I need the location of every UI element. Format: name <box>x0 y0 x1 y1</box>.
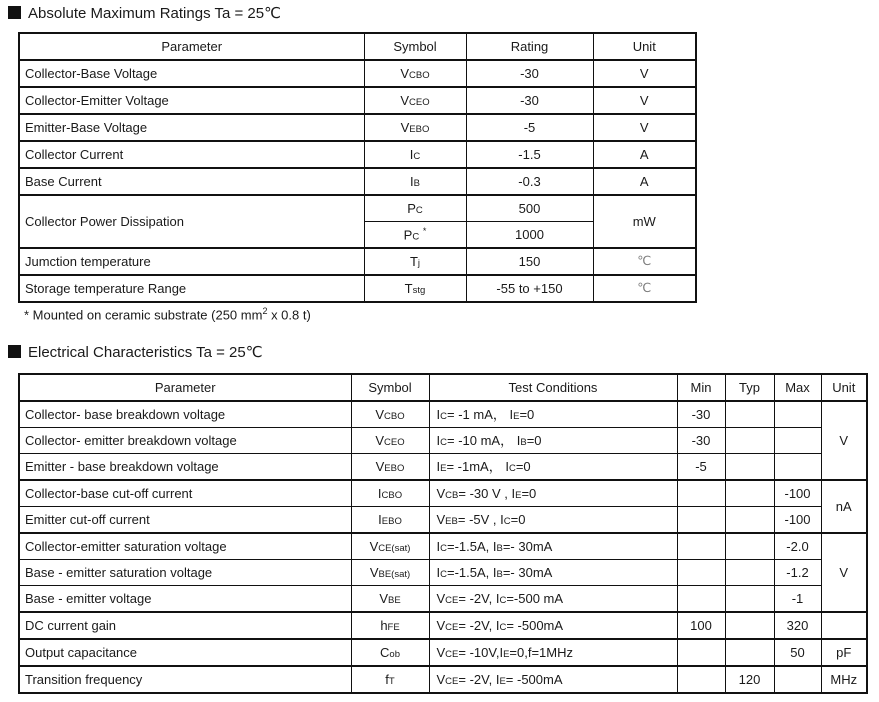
test-conditions-cell: IE= -1mA， IC=0 <box>429 454 677 481</box>
symbol-cell: IB <box>364 168 466 195</box>
table-row <box>19 639 867 666</box>
symbol-cell: VCEO <box>364 87 466 114</box>
rating-cell: -0.3 <box>466 168 593 195</box>
table-header-row <box>19 33 696 60</box>
parameter-cell: Collector-emitter saturation voltage <box>19 533 351 560</box>
parameter-cell: Base Current <box>19 168 364 195</box>
parameter-cell: Transition frequency <box>19 666 351 693</box>
parameter-cell: Collector- base breakdown voltage <box>19 401 351 428</box>
rating-cell: 1000 <box>466 222 593 249</box>
symbol-cell: PC <box>364 195 466 222</box>
table-row <box>19 533 867 560</box>
table-row <box>19 195 696 222</box>
max-cell <box>774 428 821 454</box>
min-cell <box>677 666 725 693</box>
test-conditions-cell: VCE= -2V, IC= -500mA <box>429 612 677 639</box>
typ-cell <box>725 612 774 639</box>
max-cell: -1.2 <box>774 560 821 586</box>
max-cell <box>774 401 821 428</box>
col-header-parameter: Parameter <box>19 374 351 401</box>
max-cell: -2.0 <box>774 533 821 560</box>
footnote: * Mounted on ceramic substrate (250 $mm^2$ x 0.8 t) <box>24 306 311 323</box>
min-cell: -30 <box>677 428 725 454</box>
max-cell: -1 <box>774 586 821 613</box>
symbol-cell: Tj <box>364 248 466 275</box>
parameter-cell: Base - emitter saturation voltage <box>19 560 351 586</box>
rating-cell: 500 <box>466 195 593 222</box>
symbol-cell: hFE <box>351 612 429 639</box>
section-title-electrical-characteristics <box>8 344 263 362</box>
typ-cell <box>725 401 774 428</box>
min-cell: -5 <box>677 454 725 481</box>
parameter-cell: Jumction temperature <box>19 248 364 275</box>
parameter-cell: Collector Power Dissipation <box>19 195 364 248</box>
table-row <box>19 612 867 639</box>
rating-cell: -30 <box>466 87 593 114</box>
typ-cell <box>725 480 774 507</box>
test-conditions-cell: IC=-1.5A, IB=- 30mA <box>429 560 677 586</box>
rating-cell: -1.5 <box>466 141 593 168</box>
parameter-cell: Collector- emitter breakdown voltage <box>19 428 351 454</box>
symbol-cell: VCBO <box>351 401 429 428</box>
symbol-cell: IC <box>364 141 466 168</box>
absolute-maximum-ratings-table <box>18 32 697 303</box>
section-title-absolute-maximum-ratings <box>8 5 281 23</box>
parameter-cell: DC current gain <box>19 612 351 639</box>
unit-cell: ℃ <box>593 275 696 302</box>
symbol-cell: IEBO <box>351 507 429 534</box>
test-conditions-cell: IC= -10 mA， IB=0 <box>429 428 677 454</box>
typ-cell <box>725 454 774 481</box>
parameter-cell: Collector Current <box>19 141 364 168</box>
table-row <box>19 60 696 87</box>
unit-cell: mW <box>593 195 696 248</box>
unit-cell: V <box>593 60 696 87</box>
table-row <box>19 141 696 168</box>
col-header-max: Max <box>774 374 821 401</box>
min-cell <box>677 507 725 534</box>
min-cell <box>677 560 725 586</box>
max-cell: 320 <box>774 612 821 639</box>
typ-cell <box>725 507 774 534</box>
table-row <box>19 560 867 586</box>
table-header-row <box>19 374 867 401</box>
table-row <box>19 168 696 195</box>
unit-cell: pF <box>821 639 867 666</box>
min-cell <box>677 639 725 666</box>
typ-cell <box>725 639 774 666</box>
table-row <box>19 248 696 275</box>
typ-cell <box>725 586 774 613</box>
section-title-text: Electrical Characteristics Ta = 25℃ <box>28 344 263 361</box>
col-header-unit: Unit <box>821 374 867 401</box>
rating-cell: -30 <box>466 60 593 87</box>
symbol-cell: ICBO <box>351 480 429 507</box>
symbol-cell: VEBO <box>364 114 466 141</box>
unit-cell: V <box>593 114 696 141</box>
test-conditions-cell: IC=-1.5A, IB=- 30mA <box>429 533 677 560</box>
min-cell <box>677 533 725 560</box>
symbol-cell: VCE(sat) <box>351 533 429 560</box>
table-row <box>19 454 867 481</box>
unit-cell: V <box>821 533 867 612</box>
table-row <box>19 275 696 302</box>
parameter-cell: Emitter - base breakdown voltage <box>19 454 351 481</box>
symbol-cell: Cob <box>351 639 429 666</box>
rating-cell: -55 to +150 <box>466 275 593 302</box>
unit-cell: V <box>821 401 867 480</box>
col-header-parameter: Parameter <box>19 33 364 60</box>
col-header-symbol: Symbol <box>364 33 466 60</box>
parameter-cell: Emitter cut-off current <box>19 507 351 534</box>
symbol-cell: VBE(sat) <box>351 560 429 586</box>
col-header-rating: Rating <box>466 33 593 60</box>
table-row <box>19 114 696 141</box>
min-cell <box>677 586 725 613</box>
unit-cell: A <box>593 168 696 195</box>
symbol-cell: VCBO <box>364 60 466 87</box>
test-conditions-cell: VCE= -2V, IE= -500mA <box>429 666 677 693</box>
min-cell: 100 <box>677 612 725 639</box>
col-header-typ: Typ <box>725 374 774 401</box>
unit-cell: A <box>593 141 696 168</box>
test-conditions-cell: VCE= -2V, IC=-500 mA <box>429 586 677 613</box>
symbol-cell: Tstg <box>364 275 466 302</box>
parameter-cell: Base - emitter voltage <box>19 586 351 613</box>
parameter-cell: Storage temperature Range <box>19 275 364 302</box>
col-header-min: Min <box>677 374 725 401</box>
max-cell <box>774 666 821 693</box>
rating-cell: -5 <box>466 114 593 141</box>
parameter-cell: Output capacitance <box>19 639 351 666</box>
symbol-cell: fT <box>351 666 429 693</box>
section-title-text: Absolute Maximum Ratings Ta = 25℃ <box>28 5 281 22</box>
unit-cell: nA <box>821 480 867 533</box>
table-row <box>19 87 696 114</box>
section-bullet-icon <box>8 6 21 19</box>
typ-cell <box>725 560 774 586</box>
max-cell <box>774 454 821 481</box>
typ-cell: 120 <box>725 666 774 693</box>
symbol-cell: VEBO <box>351 454 429 481</box>
table-row <box>19 507 867 534</box>
min-cell: -30 <box>677 401 725 428</box>
unit-cell: V <box>593 87 696 114</box>
parameter-cell: Collector-Base Voltage <box>19 60 364 87</box>
table-row <box>19 401 867 428</box>
test-conditions-cell: VCB= -30 V , IE=0 <box>429 480 677 507</box>
test-conditions-cell: IC= -1 mA， IE=0 <box>429 401 677 428</box>
table-row <box>19 428 867 454</box>
max-cell: -100 <box>774 507 821 534</box>
min-cell <box>677 480 725 507</box>
unit-cell <box>821 612 867 639</box>
table-row <box>19 480 867 507</box>
typ-cell <box>725 533 774 560</box>
parameter-cell: Collector-Emitter Voltage <box>19 87 364 114</box>
symbol-cell: VBE <box>351 586 429 613</box>
unit-cell: ℃ <box>593 248 696 275</box>
col-header-symbol: Symbol <box>351 374 429 401</box>
test-conditions-cell: VCE= -10V,IE=0,f=1MHz <box>429 639 677 666</box>
unit-cell: MHz <box>821 666 867 693</box>
table-row <box>19 586 867 613</box>
symbol-cell: VCEO <box>351 428 429 454</box>
parameter-cell: Collector-base cut-off current <box>19 480 351 507</box>
section-bullet-icon <box>8 345 21 358</box>
electrical-characteristics-table <box>18 373 868 694</box>
col-header-test-conditions: Test Conditions <box>429 374 677 401</box>
max-cell: 50 <box>774 639 821 666</box>
col-header-unit: Unit <box>593 33 696 60</box>
parameter-cell: Emitter-Base Voltage <box>19 114 364 141</box>
test-conditions-cell: VEB= -5V , IC=0 <box>429 507 677 534</box>
symbol-cell: PC * <box>364 222 466 249</box>
typ-cell <box>725 428 774 454</box>
table-row <box>19 666 867 693</box>
rating-cell: 150 <box>466 248 593 275</box>
max-cell: -100 <box>774 480 821 507</box>
